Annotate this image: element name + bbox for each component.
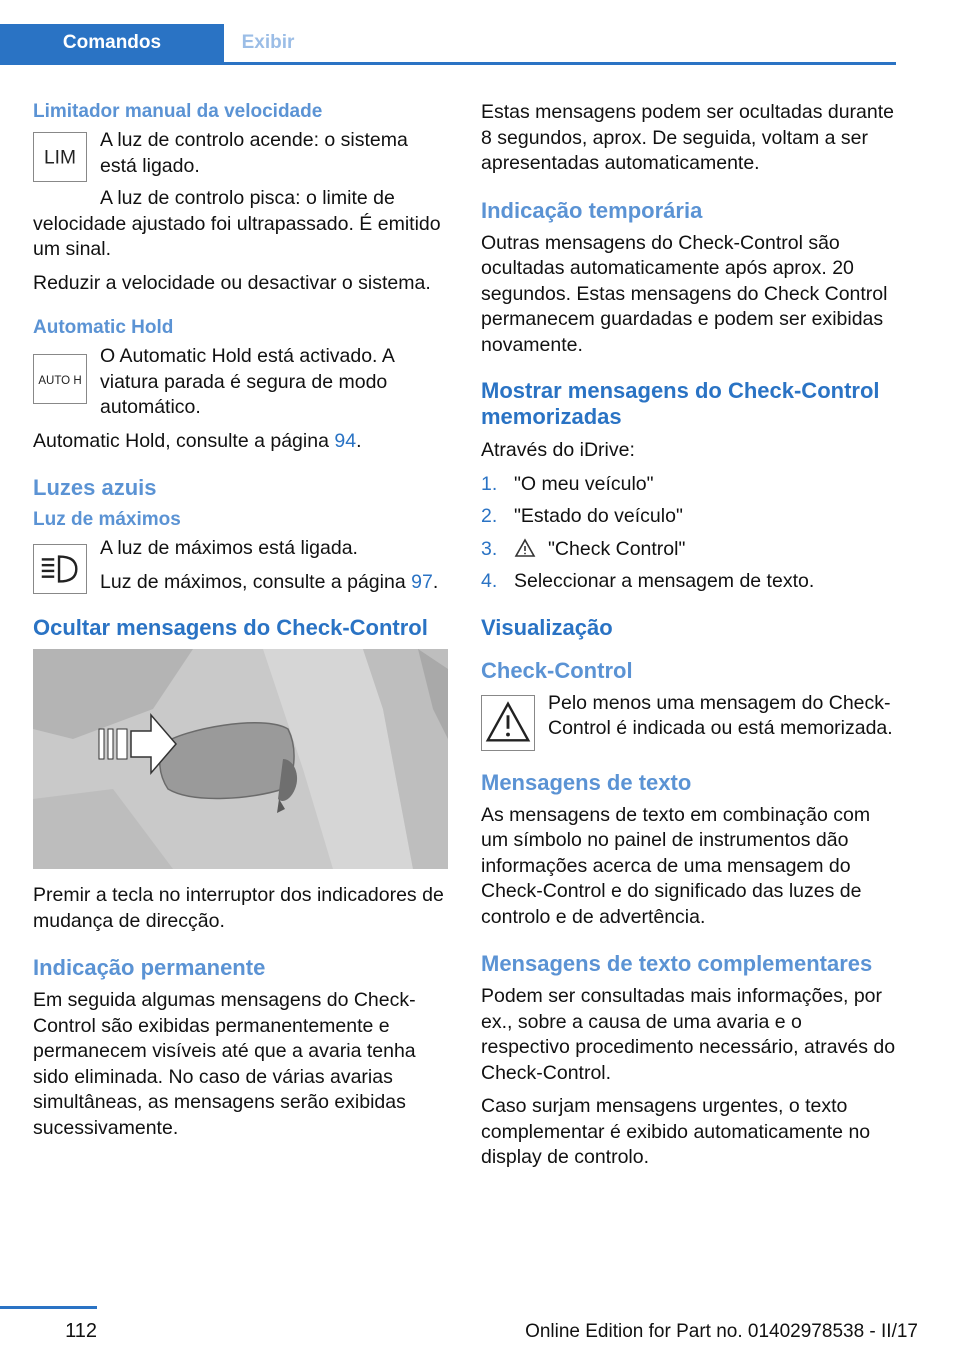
hide-messages-heading: Ocultar mensagens do Check-Control [33,615,428,640]
turn-signal-stalk-illustration [33,649,448,869]
check-control-heading: Check-Control [481,657,633,683]
show-paragraph-1: Através do iDrive: [481,439,635,461]
hold-heading: Automatic Hold [33,317,174,338]
tab-comandos[interactable]: Comandos [0,24,224,62]
hold-block [33,344,448,421]
complementary-paragraph-2: Caso surjam mensagens urgentes, o texto complementar é exibido automaticamente no display de controlo. [481,1095,871,1168]
page-link-94[interactable]: 94 [334,429,357,452]
hold-paragraph-1: O Automatic Hold está activado. A viatura parada é segura de modo automático. [100,345,394,418]
hold-paragraph-2: Automatic Hold, consulte a página 94. [33,429,362,452]
edition-text: Online Edition for Part no. 01402978538 - II/17 [525,1321,918,1342]
tab-exibir[interactable]: Exibir [241,32,295,53]
high-beam-paragraph-1: A luz de máximos está ligada. [100,537,358,559]
complementary-paragraph-1: Podem ser consultadas mais informações, por ex., sobre a causa de uma avaria e o respectivo procedimento necessário, através do Check-Control. [481,985,896,1084]
high-beam-icon [33,544,87,594]
lim-indicator-icon [33,132,87,182]
high-beam-heading: Luz de máximos [33,509,181,530]
show-messages-heading: Mostrar mensagens do Check-Control memorizadas [481,378,880,429]
lim-icon-text: LIM [44,147,76,169]
list-item: 2. "Estado do veículo" [481,505,683,527]
permanent-heading: Indicação permanente [33,955,266,980]
complementary-heading: Mensagens de texto complementares [481,951,873,976]
permanent-paragraph-1: Em seguida algumas mensagens do Check-Control são exibidas permanentemente e permanecem visíveis até que a avaria tenha sido eliminada. No caso de várias avarias simultâneas, as mensagens serão exibidas sucessivamente. [33,989,416,1139]
list-item: 3. "Check Control" [481,537,686,560]
limiter-paragraph-3: Reduzir a velocidade ou desactivar o sistema. [33,271,431,294]
list-item: 1. "O meu veículo" [481,472,654,495]
temporary-paragraph-1: Outras mensagens do Check-Control são ocultadas automaticamente após aprox. 20 segundos. Estas mensagens do Check Control permanecem guardadas e podem ser exibidas novamente. [481,231,888,356]
right-column [481,100,896,1179]
limiter-paragraph-1: A luz de controlo acende: o sistema está ligado. [100,129,408,177]
section-tabs [0,24,896,65]
auto-hold-icon [33,354,87,404]
idrive-steps-list [481,472,896,595]
visualization-heading: Visualização [481,614,613,640]
text-messages-paragraph-1: As mensagens de texto em combinação com um símbolo no painel de instrumentos dão informações acerca de uma mensagem do Check-Control e do significado das luzes de controlo e de advertência. [481,803,871,928]
left-column [33,100,448,1149]
footer-rule [0,1306,97,1309]
warning-triangle-icon [514,538,536,558]
temporary-heading: Indicação temporária [481,197,703,223]
limiter-heading: Limitador manual da velocidade [33,101,323,122]
check-control-block [481,691,896,749]
limiter-block [33,128,448,186]
text-messages-heading: Mensagens de texto [481,769,692,795]
high-beam-block [33,536,448,595]
check-control-paragraph-1: Pelo menos uma mensagem do Check-Control é indicada ou está memorizada. [548,691,893,739]
limiter-paragraph-2: A luz de controlo pisca: o limite de velocidade ajustado foi ultrapassado. É emitido um sinal. [33,187,441,260]
page-number: 112 [65,1320,97,1342]
warning-indicator-icon [481,695,535,751]
list-item: 4. Seleccionar a mensagem de texto. [481,570,815,592]
blue-lights-heading: Luzes azuis [33,475,157,500]
hide-paragraph-1: Premir a tecla no interruptor dos indicadores de mudança de direcção. [33,884,444,932]
high-beam-paragraph-2: Luz de máximos, consulte a página 97. [100,570,439,593]
auto-hold-icon-text: AUTO H [38,374,82,387]
page-link-97[interactable]: 97 [411,570,433,593]
intro-paragraph: Estas mensagens podem ser ocultadas durante 8 segundos, aprox. De seguida, voltam a ser apresentadas automaticamente. [481,101,894,174]
